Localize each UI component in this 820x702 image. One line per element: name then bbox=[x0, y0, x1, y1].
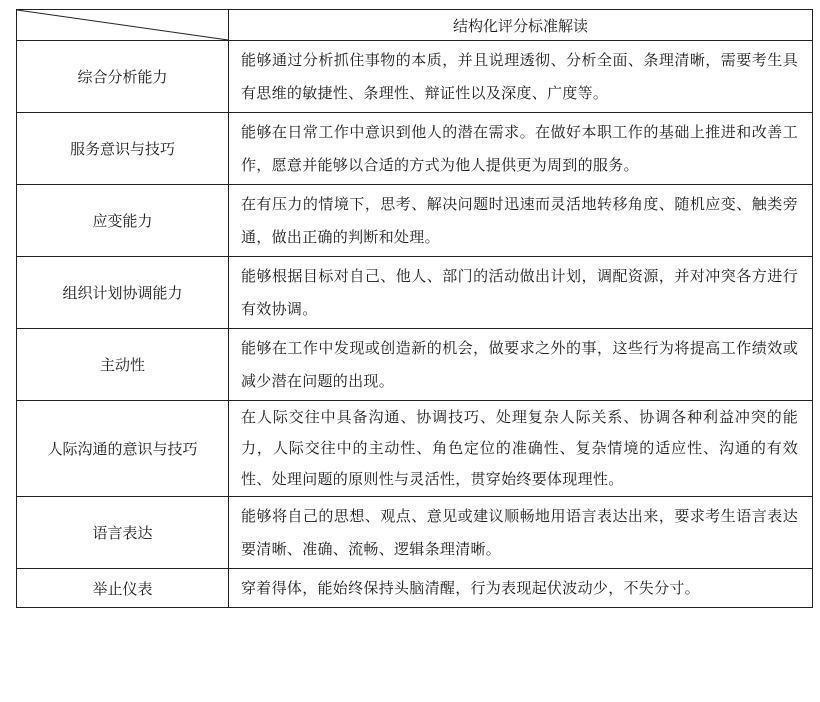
competency-label: 服务意识与技巧 bbox=[17, 113, 229, 185]
table-row bbox=[17, 41, 813, 113]
competency-description: 能够在日常工作中意识到他人的潜在需求。在做好本职工作的基础上推进和改善工作，愿意并能够以合适的方式为他人提供更为周到的服务。 bbox=[229, 113, 813, 185]
competency-label: 综合分析能力 bbox=[17, 41, 229, 113]
competency-label: 人际沟通的意识与技巧 bbox=[17, 401, 229, 497]
diagonal-corner-cell bbox=[17, 10, 229, 41]
competency-description: 穿着得体，能始终保持头脑清醒，行为表现起伏波动少，不失分寸。 bbox=[229, 569, 813, 608]
table-row bbox=[17, 401, 813, 497]
table-row bbox=[17, 497, 813, 569]
diagonal-line bbox=[17, 10, 228, 40]
column-header: 结构化评分标准解读 bbox=[229, 10, 813, 41]
competency-description: 能够根据目标对自己、他人、部门的活动做出计划，调配资源，并对冲突各方进行有效协调。 bbox=[229, 257, 813, 329]
scoring-standard-table bbox=[16, 9, 813, 608]
competency-description: 在有压力的情境下，思考、解决问题时迅速而灵活地转移角度、随机应变、触类旁通，做出正确的判断和处理。 bbox=[229, 185, 813, 257]
competency-label: 组织计划协调能力 bbox=[17, 257, 229, 329]
table-row bbox=[17, 185, 813, 257]
competency-description: 能够通过分析抓住事物的本质，并且说理透彻、分析全面、条理清晰，需要考生具有思维的敏捷性、条理性、辩证性以及深度、广度等。 bbox=[229, 41, 813, 113]
competency-description: 能够在工作中发现或创造新的机会，做要求之外的事，这些行为将提高工作绩效或减少潜在问题的出现。 bbox=[229, 329, 813, 401]
competency-description: 在人际交往中具备沟通、协调技巧、处理复杂人际关系、协调各种利益冲突的能力，人际交往中的主动性、角色定位的准确性、复杂情境的适应性、沟通的有效性、处理问题的原则性与灵活性，贯穿始终要体现理性。 bbox=[229, 401, 813, 497]
competency-label: 语言表达 bbox=[17, 497, 229, 569]
table-row bbox=[17, 113, 813, 185]
table-header-row bbox=[17, 10, 813, 41]
competency-label: 举止仪表 bbox=[17, 569, 229, 608]
table-row bbox=[17, 329, 813, 401]
table-row bbox=[17, 257, 813, 329]
competency-label: 主动性 bbox=[17, 329, 229, 401]
competency-description: 能够将自己的思想、观点、意见或建议顺畅地用语言表达出来，要求考生语言表达要清晰、准确、流畅、逻辑条理清晰。 bbox=[229, 497, 813, 569]
competency-label: 应变能力 bbox=[17, 185, 229, 257]
table-row bbox=[17, 569, 813, 608]
